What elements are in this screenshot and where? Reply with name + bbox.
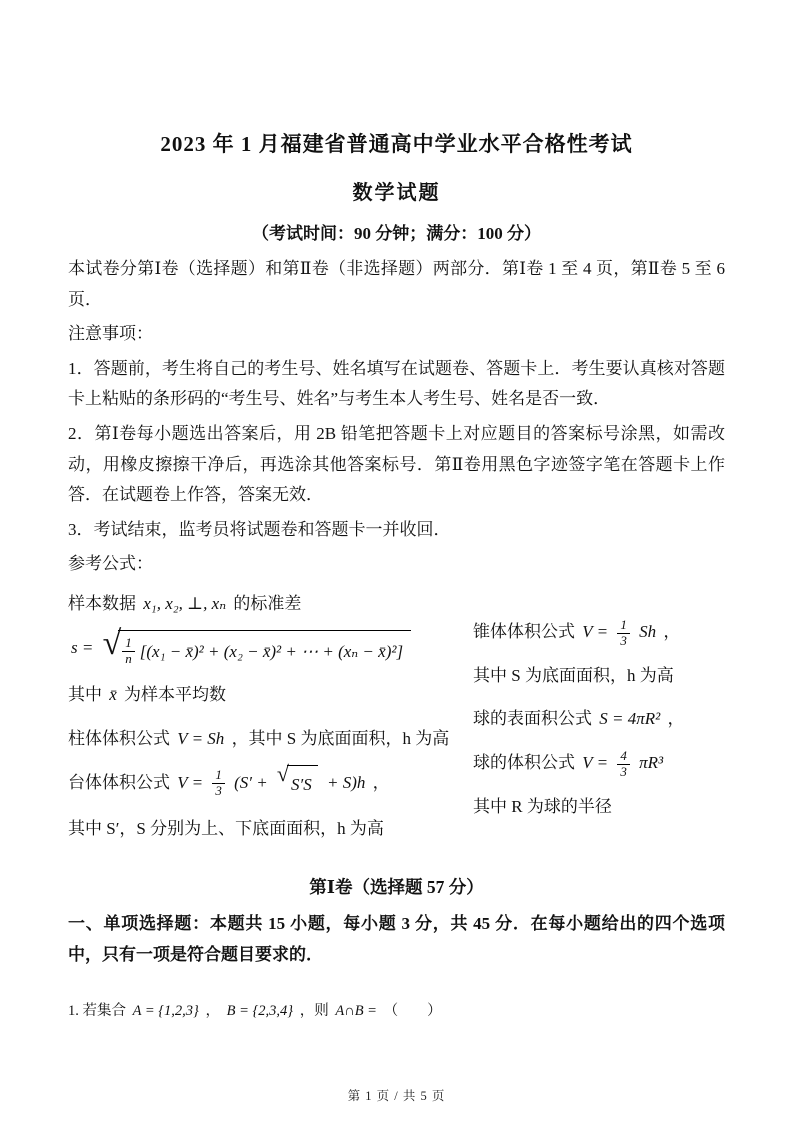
fraction-numerator: 1 — [620, 616, 627, 632]
stddev-lhs: s = — [71, 638, 94, 658]
sample-variables: x₁, x₂, ⊥, xₙ — [143, 593, 227, 613]
question-1-then: ，则 — [299, 1002, 329, 1019]
cone-label: 锥体体积公式 — [473, 621, 575, 641]
notes-heading: 注意事项： — [68, 324, 153, 344]
note-item-2: 2．第Ⅰ卷每小题选出答案后，用 2B 铅笔把答题卡上对应题目的答案标号涂黑，如需改动，用橡皮擦擦干净后，再选涂其他答案标号．第Ⅱ卷用黑色字迹签字笔在答题卡上作答．在试题卷上作答，答案无效． — [68, 423, 725, 505]
stddev-radicand — [118, 630, 411, 670]
mean-post-text: 为样本平均数 — [124, 685, 227, 705]
question-1-set-b: B = {2,3,4} — [226, 1002, 294, 1019]
sphere-note: 其中 R 为球的半径 — [473, 796, 612, 816]
exam-title: 2023 年 1 月福建省普通高中学业水平合格性考试 — [160, 132, 633, 156]
intro-paragraph: 本试卷分第Ⅰ卷（选择题）和第Ⅱ卷（非选择题）两部分．第Ⅰ卷 1 至 4 页，第Ⅱ卷 5 至 6 页． — [68, 259, 725, 309]
fraction-four-thirds — [617, 749, 630, 780]
frustum-tail: ， — [372, 772, 390, 792]
fraction-denominator: n — [122, 651, 135, 667]
frustum-radicand — [287, 765, 318, 803]
frustum-lhs: V = — [177, 772, 204, 792]
page-footer: 第 1 页 / 共 5 页 — [347, 1089, 446, 1103]
exam-info-line: （考试时间：90 分钟；满分：100 分） — [252, 224, 541, 243]
fraction-one-over-n — [122, 636, 135, 667]
sample-pre-text: 样本数据 — [68, 593, 136, 613]
cylinder-equation: V = Sh — [177, 729, 225, 748]
cylinder-volume-formula — [68, 721, 473, 757]
fraction-numerator: 1 — [215, 767, 222, 783]
fraction-one-third — [617, 618, 630, 649]
fraction-numerator: 4 — [620, 747, 627, 763]
frustum-sqrt-body: S′S — [291, 774, 312, 794]
note-item-3: 3．考试结束，监考员将试题卷和答题卡一并收回． — [68, 519, 451, 539]
mean-note — [68, 677, 473, 713]
cylinder-label: 柱体体积公式 — [68, 729, 170, 748]
fraction-numerator: 1 — [125, 635, 132, 651]
sphere-volume-label: 球的体积公式 — [473, 753, 575, 772]
fraction-denominator: 3 — [617, 633, 630, 649]
exam-subtitle: 数学试题 — [352, 182, 441, 204]
question-1 — [68, 997, 725, 1026]
cone-note: 其中 S 为底面面积，h 为高 — [473, 665, 674, 685]
fraction-one-third — [212, 768, 225, 799]
stddev-radical — [102, 624, 411, 670]
note-item-1: 1．答题前，考生将自己的考生号、姓名填写在试题卷、答题卡上．考生要认真核对答题卡上粘贴的条形码的“考生号、姓名”与考生本人考生号、姓名是否一致． — [68, 358, 725, 409]
question-1-answer-blank: （ ） — [383, 1002, 442, 1019]
frustum-radical — [276, 760, 318, 803]
fraction-denominator: 3 — [212, 783, 225, 799]
formula-column-left — [68, 586, 473, 854]
question-1-set-a: A = {1,2,3} — [132, 1002, 199, 1019]
cylinder-note: ，其中 S 为底面面积，h 为高 — [231, 729, 450, 748]
stddev-formula — [68, 624, 473, 670]
sphere-surface-tail: ， — [667, 709, 685, 729]
cone-tail: ， — [663, 621, 681, 641]
radical-sign-icon: √ — [102, 624, 122, 662]
section-1-title: 第Ⅰ卷（选择题 57 分） — [309, 877, 484, 898]
frustum-volume-formula — [68, 760, 473, 803]
radical-sign-icon: √ — [276, 760, 289, 786]
stddev-terms: [(x₁ − x̄)² + (x₂ − x̄)² + ⋯ + (xₙ − x̄)²] — [139, 641, 404, 661]
sphere-surface-label: 球的表面积公式 — [473, 709, 592, 729]
frustum-note: 其中 S′，S 分别为上、下底面面积，h 为高 — [68, 818, 384, 838]
question-1-prefix: 1. 若集合 — [68, 1002, 126, 1019]
mean-pre-text: 其中 — [68, 685, 102, 705]
cone-volume-formula — [473, 614, 725, 650]
cone-rhs: Sh — [639, 621, 657, 641]
sphere-volume-lhs: V = — [582, 753, 609, 772]
cone-lhs: V = — [582, 621, 609, 641]
sphere-volume-rhs: πR³ — [639, 753, 664, 772]
mean-variable: x̄ — [109, 685, 117, 705]
sample-post-text: 的标准差 — [233, 593, 302, 613]
sphere-volume-formula — [473, 745, 725, 781]
frustum-label: 台体体积公式 — [68, 772, 170, 792]
frustum-open-term: (S′ + — [234, 772, 268, 792]
frustum-close-term: + S)h — [326, 772, 366, 792]
sample-data-intro — [68, 586, 473, 622]
question-1-expression: A∩B = — [335, 1002, 377, 1019]
mcq-instruction: 一、单项选择题：本题共 15 小题，每小题 3 分，共 45 分．在每小题给出的四个选项中，只有一项是符合题目要求的． — [68, 914, 725, 964]
fraction-denominator: 3 — [617, 764, 630, 780]
reference-heading: 参考公式： — [68, 554, 153, 574]
sphere-surface-equation: S = 4πR² — [599, 709, 661, 729]
question-1-separator: ， — [205, 1002, 220, 1019]
formula-column-right — [473, 586, 725, 854]
sphere-surface-formula — [473, 701, 725, 737]
reference-formula-block — [68, 586, 725, 854]
